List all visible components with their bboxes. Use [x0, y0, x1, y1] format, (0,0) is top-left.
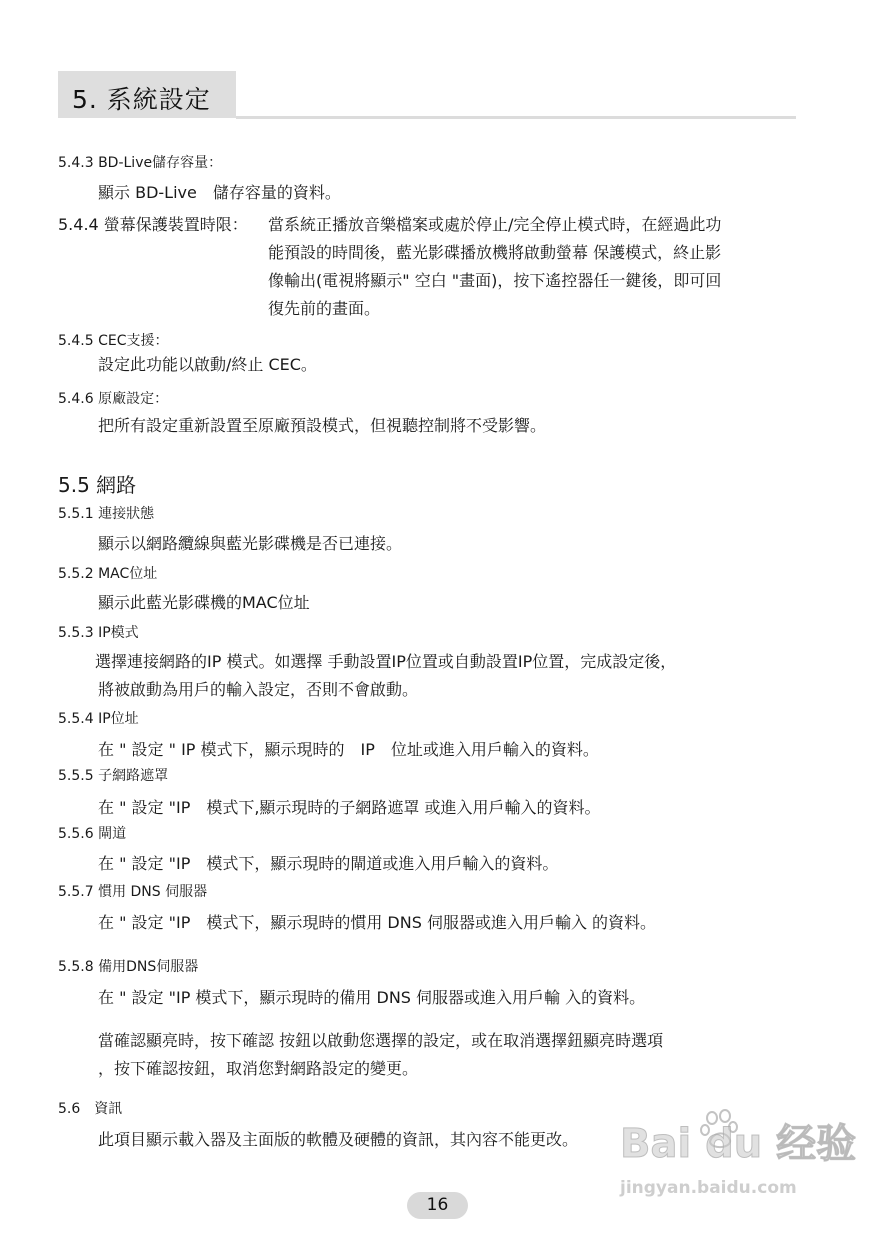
section-5-5-3-line: 將被啟動為用戶的輸入設定，否則不會啟動。: [98, 680, 419, 699]
section-5-5-7-body: 在 " 設定 "IP 模式下，顯示現時的慣用 DNS 伺服器或進入用戶輸入 的資料。: [98, 913, 657, 932]
section-5-4-6-heading: 5.4.6 原廠設定：: [58, 391, 169, 407]
section-5-6-body: 此項目顯示載入器及主面版的軟體及硬體的資訊，其內容不能更改。: [98, 1130, 579, 1149]
section-5-4-6-body: 把所有設定重新設置至原廠預設模式，但視聽控制將不受影響。: [98, 416, 547, 435]
section-5-5-5-heading: 5.5.5 子網路遮罩: [58, 768, 169, 784]
section-5-4-5-body: 設定此功能以啟動/終止 CEC。: [98, 355, 317, 374]
section-5-5-7-heading: 5.5.7 慣用 DNS 伺服器: [58, 884, 208, 900]
section-5-4-4-heading: 5.4.4 螢幕保護裝置時限：: [58, 215, 248, 234]
section-5-4-4-line: 像輸出(電視將顯示" 空白 "畫面)，按下遙控器任一鍵後，即可回: [268, 271, 722, 290]
section-5-5-5-body: 在 " 設定 "IP 模式下,顯示現時的子網路遮罩 或進入用戶輸入的資料。: [98, 798, 601, 817]
section-5-5-3-heading: 5.5.3 IP模式: [58, 625, 139, 641]
section-5-5-8-body: 在 " 設定 "IP 模式下，顯示現時的備用 DNS 伺服器或進入用戶輸 入的資料。: [98, 988, 646, 1007]
section-5-5-8-note-line: ，按下確認按鈕，取消您對網路設定的變更。: [98, 1059, 419, 1078]
section-5-4-4-line: 復先前的畫面。: [268, 299, 381, 318]
section-5-6-heading: 5.6 資訊: [58, 1101, 123, 1117]
section-5-4-4-line: 當系統正播放音樂檔案或處於停止/完全停止模式時，在經過此功: [268, 215, 722, 234]
section-5-4-4-line: 能預設的時間後，藍光影碟播放機將啟動螢幕 保護模式，終止影: [268, 243, 722, 262]
section-5-5-6-heading: 5.5.6 閘道: [58, 826, 127, 842]
section-5-5-1-body: 顯示以網路纜線與藍光影碟機是否已連接。: [98, 534, 403, 553]
section-5-5-4-body: 在 " 設定 " IP 模式下，顯示現時的 IP 位址或進入用戶輸入的資料。: [98, 740, 599, 759]
baidu-watermark-url: jingyan.baidu.com: [620, 1178, 797, 1198]
section-5-5-3-line: 選擇連接網路的IP 模式。如選擇 手動設置IP位置或自動設置IP位置，完成設定後，: [95, 652, 677, 671]
section-5-5-heading: 5.5 網路: [58, 473, 137, 497]
section-5-5-8-note-line: 當確認顯亮時，按下確認 按鈕以啟動您選擇的設定，或在取消選擇鈕顯亮時選項: [98, 1031, 664, 1050]
baidu-watermark-logo: Bai du 经验: [620, 1121, 857, 1167]
section-5-5-6-body: 在 " 設定 "IP 模式下，顯示現時的閘道或進入用戶輸入的資料。: [98, 854, 559, 873]
section-5-4-5-heading: 5.4.5 CEC支援：: [58, 333, 169, 349]
section-5-5-4-heading: 5.5.4 IP位址: [58, 711, 139, 727]
section-5-5-2-body: 顯示此藍光影碟機的MAC位址: [98, 593, 310, 612]
page-number-badge: 16: [407, 1192, 468, 1219]
page-title: 5. 系統設定: [72, 85, 211, 114]
section-5-5-1-heading: 5.5.1 連接狀態: [58, 506, 155, 522]
section-5-5-2-heading: 5.5.2 MAC位址: [58, 566, 158, 582]
header-rule: [236, 116, 796, 119]
section-5-5-8-heading: 5.5.8 備用DNS伺服器: [58, 959, 199, 975]
section-5-4-3-heading: 5.4.3 BD-Live儲存容量：: [58, 155, 223, 171]
section-5-4-3-body: 顯示 BD-Live 儲存容量的資料。: [98, 183, 341, 202]
